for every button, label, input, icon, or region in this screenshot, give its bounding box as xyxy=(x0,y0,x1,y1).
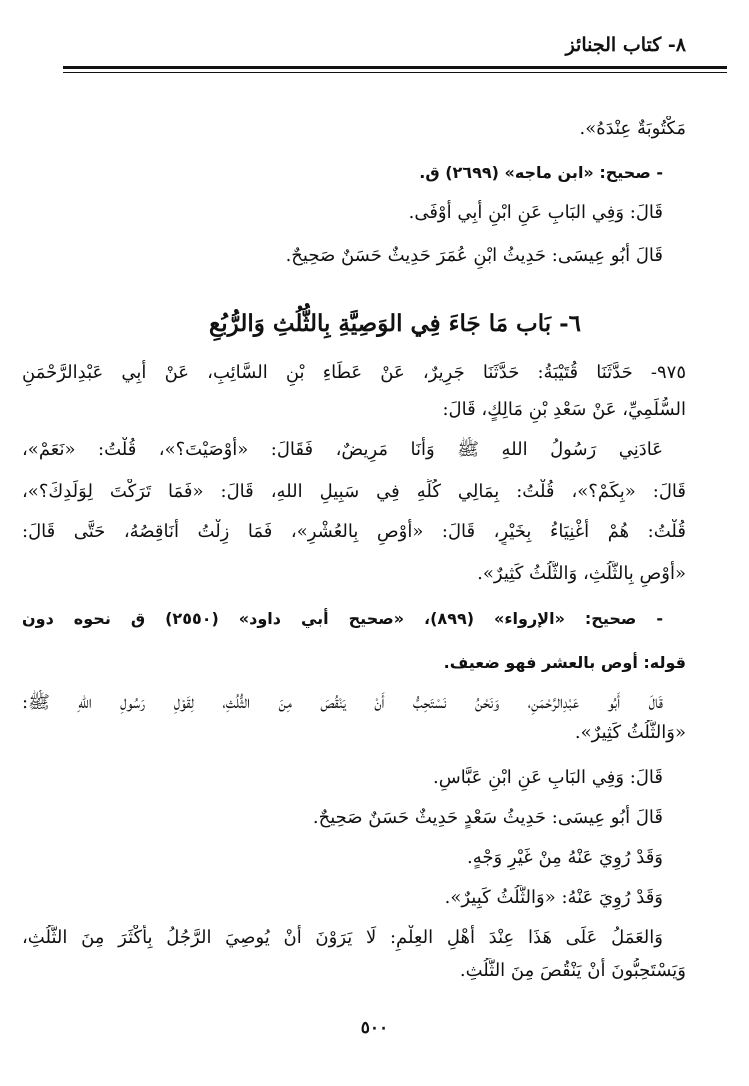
chapter-title: ٦- بَاب مَا جَاءَ فِي الوَصِيَّةِ بِالثُّلُثِ وَالرُّبُعِ xyxy=(208,310,582,337)
grading-line: قوله: أوص بالعشر فهو ضعيف. xyxy=(443,653,686,672)
running-title: ٨- كتاب الجنائز xyxy=(565,34,686,56)
commentary-line: قَالَ: وَفِي البَابِ عَنِ ابْنِ عَبَّاسٍ. xyxy=(433,767,663,788)
grading-line: - صحيح: «ابن ماجه» (٢٦٩٩) ق. xyxy=(419,163,663,182)
grading-line: - صحيح: «الإرواء» (٨٩٩)، «صحيح أبي داود» (٢٥٥٠) ق نحوه دون xyxy=(22,609,663,628)
commentary-line: «وَالثُّلُثُ كَثِيرٌ». xyxy=(574,722,686,743)
hadith-line: قَالَ: «بِكَمْ؟»، قُلْتُ: بِمَالِي كُلِّهِ فِي سَبِيلِ اللهِ، قَالَ: «فَمَا تَرَكْتَ لِوَلَدِكَ؟»، xyxy=(22,481,686,502)
commentary-line: وَالعَمَلُ عَلَى هَذَا عِنْدَ أَهْلِ العِلْمِ: لَا يَرَوْنَ أَنْ يُوصِيَ الرَّجُلُ بِأَكْثَرَ مِنَ الثُّلُثِ، xyxy=(22,927,663,948)
hadith-line: قُلْتُ: هُمْ أَغْنِيَاءُ بِخَيْرٍ، قَالَ: «أَوْصِ بِالعُشْرِ»، فَمَا زِلْتُ أُنَاقِصُهُ، حَتَّى قَالَ: xyxy=(22,521,686,542)
text-line: مَكْتُوبَةٌ عِنْدَهُ». xyxy=(579,118,686,139)
commentary-line: وَقَدْ رُوِيَ عَنْهُ: «وَالثُّلُثُ كَبِيرٌ». xyxy=(444,887,663,908)
text-line: قَالَ: وَفِي البَابِ عَنِ ابْنِ أَبِي أَوْفَى. xyxy=(408,202,663,223)
hadith-line: «أَوْصِ بِالثُّلُثِ، وَالثُّلُثُ كَثِيرٌ». xyxy=(477,563,686,584)
commentary-line: قَالَ أَبُو عِيسَى: حَدِيثُ سَعْدٍ حَدِيثٌ حَسَنٌ صَحِيحٌ. xyxy=(312,807,663,828)
header-rule-thick xyxy=(63,66,727,69)
commentary-line: وَقَدْ رُوِيَ عَنْهُ مِنْ غَيْرِ وَجْهٍ. xyxy=(467,847,663,868)
commentary-line: وَيَسْتَحِبُّونَ أَنْ يَنْقُصَ مِنَ الثُّلُثِ. xyxy=(459,960,686,981)
hadith-line: السُّلَمِيِّ، عَنْ سَعْدِ بْنِ مَالِكٍ، قَالَ: xyxy=(442,399,686,420)
commentary-line: قَالَ أَبُو عَبْدِالرَّحْمَنِ، وَنَحْنُ نَسْتَحِبُّ أَنْ يَنْقُصَ مِنَ الثُّلُثِ، لِقَوْلِ رَسُولِ اللهِ ﷺ: xyxy=(22,692,663,713)
hadith-line: عَادَنِي رَسُولُ اللهِ ﷺ وَأَنَا مَرِيضٌ، فَقَالَ: «أَوْصَيْتَ؟»، قُلْتُ: «نَعَمْ»، xyxy=(22,439,663,460)
text-line: قَالَ أَبُو عِيسَى: حَدِيثُ ابْنِ عُمَرَ حَدِيثٌ حَسَنٌ صَحِيحٌ. xyxy=(285,245,663,266)
header-rule-thin xyxy=(63,72,727,73)
hadith-line: ٩٧٥- حَدَّثَنَا قُتَيْبَةُ: حَدَّثَنَا جَرِيرٌ، عَنْ عَطَاءِ بْنِ السَّائِبِ، عَنْ أَبِي عَبْدِالرَّحْمَنِ xyxy=(22,362,686,383)
page-number: ٥٠٠ xyxy=(360,1018,389,1038)
